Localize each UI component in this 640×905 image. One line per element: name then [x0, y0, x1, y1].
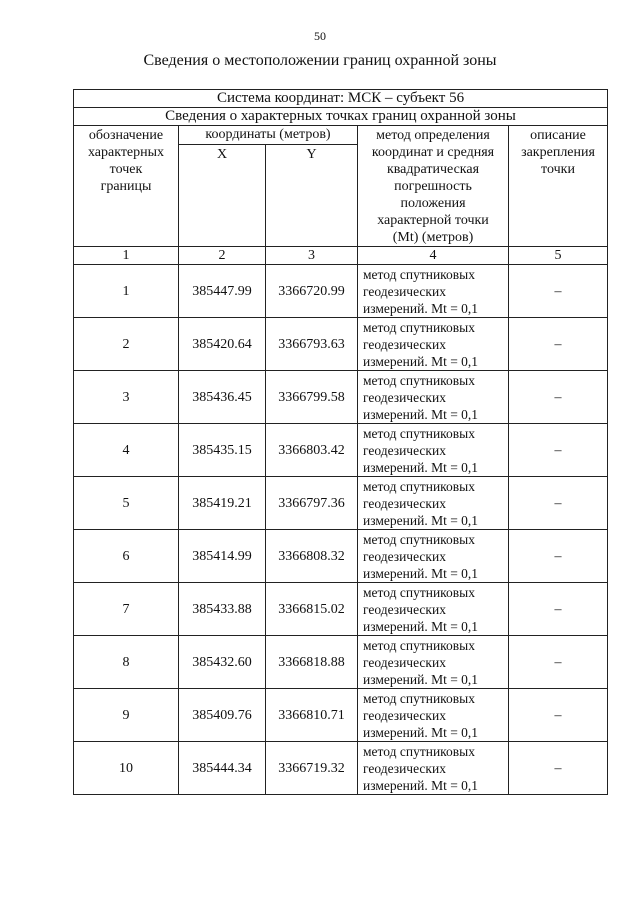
method-line: геодезических	[363, 654, 446, 670]
section-title-header: Сведения о характерных точках границ охранной зоны	[74, 108, 608, 126]
page-number: 50	[314, 29, 326, 43]
description-cell: –	[509, 265, 608, 318]
method-line: измерений. Mt = 0,1	[363, 671, 479, 687]
method-header-line: метод определения	[376, 128, 490, 143]
description-header-line: точки	[541, 162, 575, 177]
description-cell: –	[509, 583, 608, 636]
method-header-line: квадратическая	[386, 162, 480, 177]
table-row	[74, 636, 608, 689]
method-cell	[358, 689, 509, 742]
description-cell: –	[509, 530, 608, 583]
y-coordinate-cell: 3366815.02	[266, 583, 358, 636]
x-coordinate-cell: 385447.99	[179, 265, 266, 318]
coordinates-header: координаты (метров)	[179, 126, 358, 145]
method-header-line: (Mt) (метров)	[392, 230, 474, 245]
description-header	[509, 126, 608, 247]
method-cell	[358, 318, 509, 371]
table-row	[74, 689, 608, 742]
description-cell: –	[509, 477, 608, 530]
method-cell	[358, 371, 509, 424]
method-line: измерений. Mt = 0,1	[363, 618, 479, 634]
x-coordinate-cell: 385432.60	[179, 636, 266, 689]
designation-header-line: обозначение	[88, 128, 164, 143]
document-title: Сведения о местоположении границ охранной зоны	[143, 52, 497, 69]
method-header-line: характерной точки	[377, 213, 489, 228]
method-line: измерений. Mt = 0,1	[363, 300, 479, 316]
point-designation-cell: 3	[74, 371, 179, 424]
method-line: измерений. Mt = 0,1	[363, 777, 479, 793]
description-cell: –	[509, 424, 608, 477]
description-cell: –	[509, 689, 608, 742]
point-designation-cell: 4	[74, 424, 179, 477]
column-number: 2	[179, 247, 266, 265]
y-header: Y	[266, 144, 358, 246]
method-line: геодезических	[363, 707, 446, 723]
method-cell	[358, 636, 509, 689]
method-line: геодезических	[363, 601, 446, 617]
designation-header-line: точек	[109, 162, 143, 177]
method-header	[358, 126, 509, 247]
description-cell: –	[509, 636, 608, 689]
x-coordinate-cell: 385409.76	[179, 689, 266, 742]
method-line: метод спутниковых	[363, 743, 475, 759]
point-designation-cell: 1	[74, 265, 179, 318]
method-line: метод спутниковых	[363, 637, 475, 653]
column-number: 4	[358, 247, 509, 265]
description-header-line: закрепления	[521, 145, 595, 160]
table-row	[74, 742, 608, 795]
method-line: измерений. Mt = 0,1	[363, 565, 479, 581]
table-row	[74, 371, 608, 424]
point-designation-cell: 7	[74, 583, 179, 636]
method-line: геодезических	[363, 442, 446, 458]
x-coordinate-cell: 385433.88	[179, 583, 266, 636]
point-designation-cell: 2	[74, 318, 179, 371]
coordinate-system-header: Система координат: МСК – субъект 56	[74, 90, 608, 108]
method-cell	[358, 265, 509, 318]
method-line: метод спутниковых	[363, 584, 475, 600]
y-coordinate-cell: 3366799.58	[266, 371, 358, 424]
method-line: измерений. Mt = 0,1	[363, 512, 479, 528]
method-line: геодезических	[363, 389, 446, 405]
method-line: измерений. Mt = 0,1	[363, 353, 479, 369]
column-number: 5	[509, 247, 608, 265]
x-coordinate-cell: 385420.64	[179, 318, 266, 371]
method-cell	[358, 477, 509, 530]
method-cell	[358, 583, 509, 636]
x-header: X	[179, 144, 266, 246]
method-line: измерений. Mt = 0,1	[363, 459, 479, 475]
point-designation-cell: 6	[74, 530, 179, 583]
method-line: геодезических	[363, 283, 446, 299]
x-coordinate-cell: 385436.45	[179, 371, 266, 424]
table-row	[74, 318, 608, 371]
designation-header	[74, 126, 179, 247]
boundary-points-table	[73, 89, 608, 795]
method-line: метод спутниковых	[363, 372, 475, 388]
y-coordinate-cell: 3366719.32	[266, 742, 358, 795]
method-line: геодезических	[363, 760, 446, 776]
y-coordinate-cell: 3366810.71	[266, 689, 358, 742]
description-header-line: описание	[530, 128, 586, 143]
table-row	[74, 265, 608, 318]
method-line: метод спутниковых	[363, 531, 475, 547]
method-header-line: погрешность	[394, 179, 472, 194]
table-row	[74, 583, 608, 636]
y-coordinate-cell: 3366803.42	[266, 424, 358, 477]
method-line: метод спутниковых	[363, 425, 475, 441]
method-cell	[358, 742, 509, 795]
point-designation-cell: 8	[74, 636, 179, 689]
table-row	[74, 424, 608, 477]
point-designation-cell: 10	[74, 742, 179, 795]
description-cell: –	[509, 742, 608, 795]
designation-header-line: границы	[100, 179, 152, 194]
y-coordinate-cell: 3366720.99	[266, 265, 358, 318]
point-designation-cell: 5	[74, 477, 179, 530]
method-cell	[358, 530, 509, 583]
table-row	[74, 530, 608, 583]
method-line: геодезических	[363, 548, 446, 564]
y-coordinate-cell: 3366793.63	[266, 318, 358, 371]
table-row	[74, 477, 608, 530]
method-line: метод спутниковых	[363, 319, 475, 335]
x-coordinate-cell: 385444.34	[179, 742, 266, 795]
x-coordinate-cell: 385419.21	[179, 477, 266, 530]
method-line: геодезических	[363, 336, 446, 352]
designation-header-line: характерных	[87, 145, 165, 160]
method-line: измерений. Mt = 0,1	[363, 406, 479, 422]
method-header-line: координат и средняя	[371, 145, 495, 160]
method-line: метод спутниковых	[363, 478, 475, 494]
method-line: метод спутниковых	[363, 690, 475, 706]
description-cell: –	[509, 318, 608, 371]
description-cell: –	[509, 371, 608, 424]
y-coordinate-cell: 3366797.36	[266, 477, 358, 530]
method-header-line: положения	[400, 196, 466, 211]
column-number: 1	[74, 247, 179, 265]
method-line: геодезических	[363, 495, 446, 511]
method-cell	[358, 424, 509, 477]
x-coordinate-cell: 385414.99	[179, 530, 266, 583]
y-coordinate-cell: 3366818.88	[266, 636, 358, 689]
method-line: измерений. Mt = 0,1	[363, 724, 479, 740]
y-coordinate-cell: 3366808.32	[266, 530, 358, 583]
method-line: метод спутниковых	[363, 266, 475, 282]
point-designation-cell: 9	[74, 689, 179, 742]
column-number: 3	[266, 247, 358, 265]
x-coordinate-cell: 385435.15	[179, 424, 266, 477]
